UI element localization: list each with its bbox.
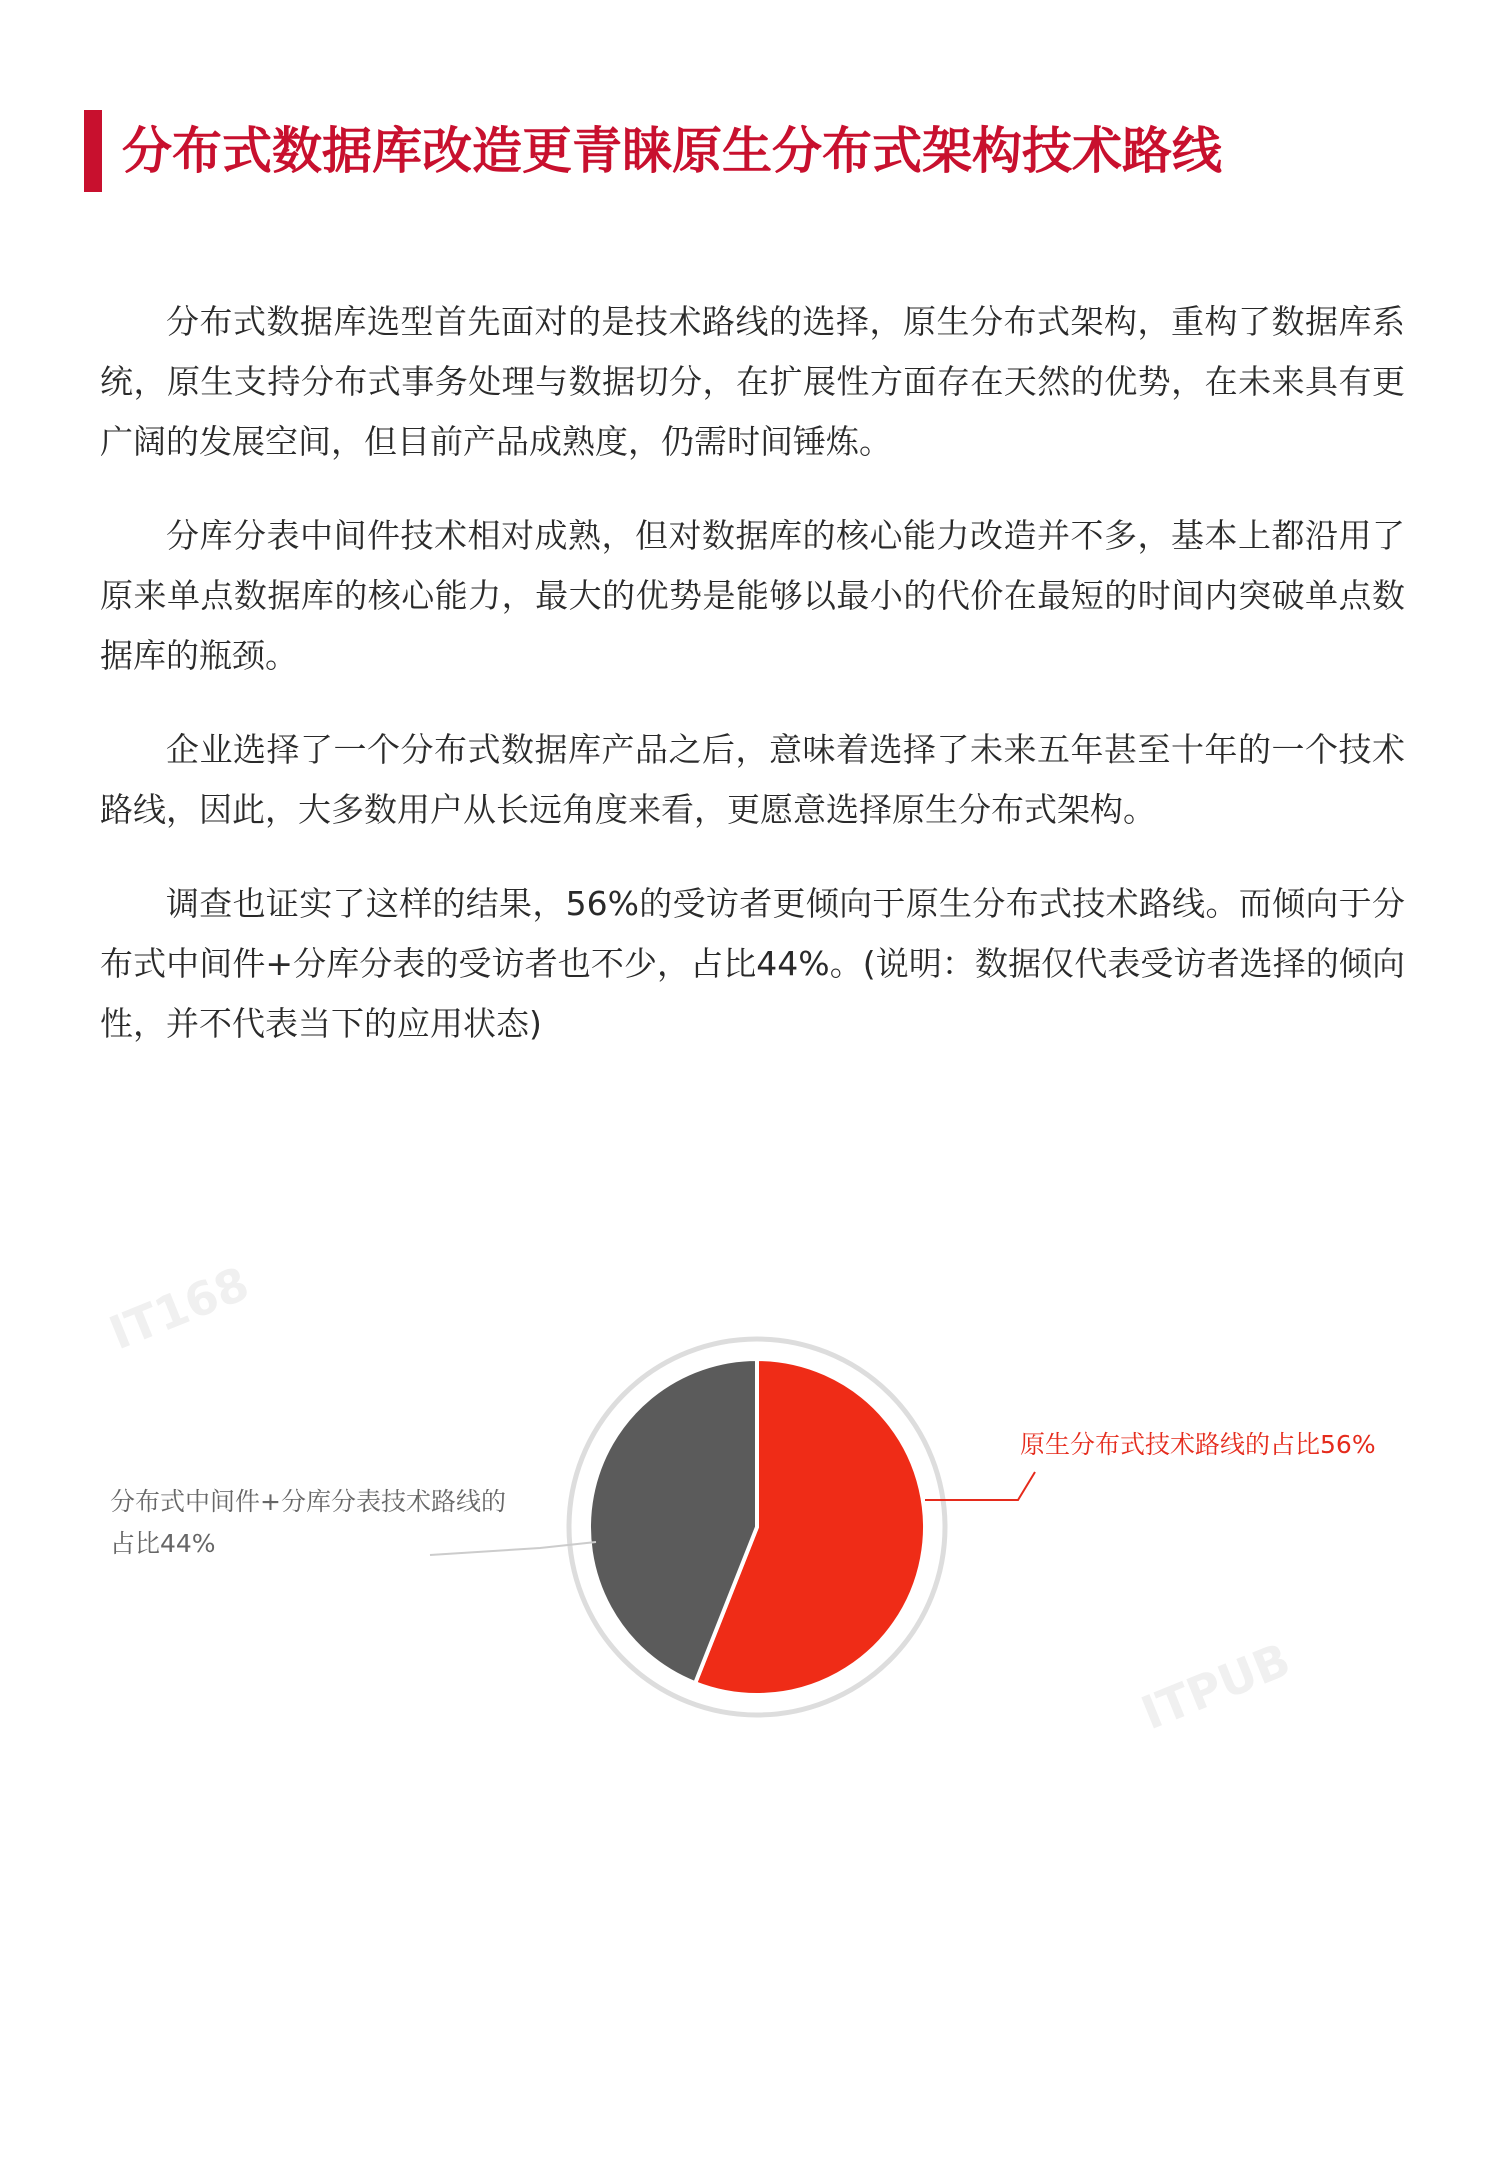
page-title: 分布式数据库改造更青睐原生分布式架构技术路线 xyxy=(122,122,1222,180)
watermark-itpub: ITPUB xyxy=(1133,1632,1298,1741)
title-accent-bar xyxy=(84,110,102,192)
slice-label-middleware-line-2: 占比44% xyxy=(110,1529,216,1558)
paragraph-2: 分库分表中间件技术相对成熟，但对数据库的核心能力改造并不多，基本上都沿用了原来单点数据库的核心能力，最大的优势是能够以最小的代价在最短的时间内突破单点数据库的瓶颈。 xyxy=(100,516,1405,675)
watermark-it168: IT168 xyxy=(101,1255,257,1361)
pie-chart xyxy=(0,1250,1500,1810)
slice-label-native: 原生分布式技术路线的占比56% xyxy=(1020,1430,1376,1459)
paragraph-3: 企业选择了一个分布式数据库产品之后，意味着选择了未来五年甚至十年的一个技术路线，因此，大多数用户从长远角度来看，更愿意选择原生分布式架构。 xyxy=(100,730,1405,829)
paragraph-4: 调查也证实了这样的结果，56%的受访者更倾向于原生分布式技术路线。而倾向于分布式中间件+分库分表的受访者也不少，占比44%。(说明：数据仅代表受访者选择的倾向性，并不代表当下的应用状态) xyxy=(100,884,1405,1043)
paragraph-1: 分布式数据库选型首先面对的是技术路线的选择，原生分布式架构，重构了数据库系统，原生支持分布式事务处理与数据切分，在扩展性方面存在天然的优势，在未来具有更广阔的发展空间，但目前产品成熟度，仍需时间锤炼。 xyxy=(100,302,1405,461)
slice-label-middleware-line-1: 分布式中间件+分库分表技术路线的 xyxy=(110,1487,506,1516)
article-body xyxy=(100,292,1405,1088)
